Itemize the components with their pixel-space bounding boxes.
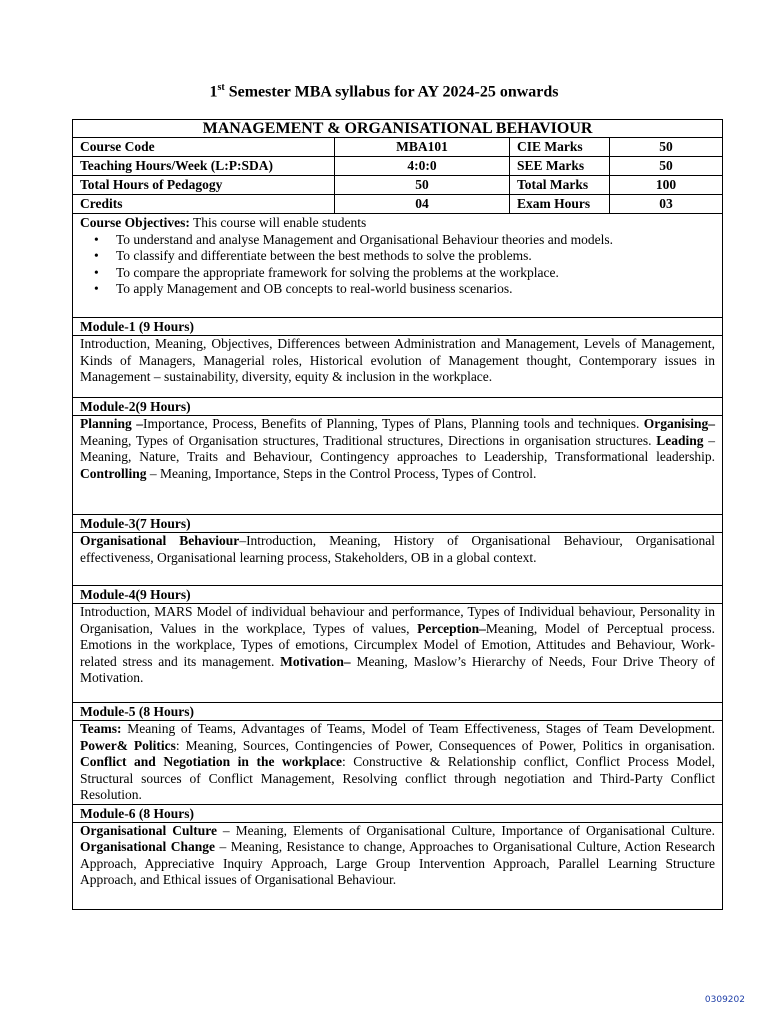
objective-item: • To classify and differentiate between the best methods to solve the problems. bbox=[90, 248, 715, 265]
perception-term: Perception– bbox=[417, 620, 486, 636]
module-1-header-row bbox=[73, 318, 723, 336]
course-code-value: MBA101 bbox=[335, 138, 510, 157]
motivation-term: Motivation– bbox=[280, 653, 351, 669]
syllabus-table bbox=[72, 119, 723, 910]
module-1-content bbox=[73, 336, 723, 398]
teams-text: Meaning of Teams, Advantages of Teams, Model of Team Effectiveness, Stages of Team Development. bbox=[121, 721, 716, 736]
heading-number: 1 bbox=[209, 83, 218, 101]
page-code: 0309202 bbox=[704, 995, 745, 1005]
module-6-title: Module-6 (8 Hours) bbox=[73, 804, 723, 822]
objectives-list bbox=[80, 232, 715, 298]
module-2-content bbox=[73, 416, 723, 515]
module-1-title: Module-1 (9 Hours) bbox=[73, 318, 723, 336]
power-politics-text: : Meaning, Sources, Contingencies of Power, Consequences of Power, Politics in organisation. bbox=[175, 737, 716, 753]
exam-hours-value: 03 bbox=[610, 195, 723, 214]
module-2-title: Module-2(9 Hours) bbox=[73, 398, 723, 416]
module-3-title: Module-3(7 Hours) bbox=[73, 515, 723, 533]
heading-ordinal-suffix: st bbox=[217, 82, 225, 93]
objectives-intro-text: This course will enable students bbox=[189, 215, 367, 230]
leading-term: Leading bbox=[656, 432, 704, 448]
conflict-term: Conflict and Negotiation in the workplace bbox=[80, 754, 342, 769]
module-4-content bbox=[73, 604, 723, 703]
see-marks-label: SEE Marks bbox=[510, 157, 610, 176]
org-culture-term: Organisational Culture bbox=[80, 822, 217, 838]
objectives-intro bbox=[80, 215, 715, 232]
credits-label: Credits bbox=[73, 195, 335, 214]
module-4-body-row bbox=[73, 604, 723, 703]
org-culture-text: – Meaning, Elements of Organisational Culture, Importance of Organisational Culture. bbox=[216, 822, 716, 838]
module-1-text: Introduction, Meaning, Objectives, Differences between Administration and Management, Levels of Management, Kinds of Managers, Managerial roles, Historical evolution of Management thought, Contemporary issues in Management – sustainability, diversity, equity & inclusion in the workplace. bbox=[80, 336, 716, 384]
conflict-text: : Constructive & Relationship conflict, Conflict Process Model, Structural sources of Conflict Management, Resolving conflict through negotiation and Third-Party Conflict Resolution. bbox=[80, 754, 716, 802]
page-heading bbox=[0, 82, 768, 101]
motivation-text: Meaning, Maslow’s Hierarchy of Needs, Four Drive Theory of Motivation. bbox=[80, 653, 716, 685]
module-4-title: Module-4(9 Hours) bbox=[73, 586, 723, 604]
cie-marks-label: CIE Marks bbox=[510, 138, 610, 157]
module-6-body-row bbox=[73, 822, 723, 909]
total-marks-label: Total Marks bbox=[510, 176, 610, 195]
org-change-text: – Meaning, Resistance to change, Approaches to Organisational Culture, Action Research Approach, Appreciative Inquiry Approach, Large Group Intervention Approach, Parallel Learning Structure Approach, and Ethical issues of Organisational Behaviour. bbox=[80, 839, 716, 887]
module-3-header-row bbox=[73, 515, 723, 533]
total-marks-value: 100 bbox=[610, 176, 723, 195]
course-info-row bbox=[73, 157, 723, 176]
teaching-hours-value: 4:0:0 bbox=[335, 157, 510, 176]
cie-marks-value: 50 bbox=[610, 138, 723, 157]
module-1-body-row bbox=[73, 336, 723, 398]
organising-term: Organising– bbox=[643, 416, 716, 431]
module-6-header-row bbox=[73, 804, 723, 822]
course-title: MANAGEMENT & ORGANISATIONAL BEHAVIOUR bbox=[73, 120, 723, 138]
org-change-term: Organisational Change bbox=[80, 839, 215, 854]
controlling-text: – Meaning, Importance, Steps in the Control Process, Types of Control. bbox=[146, 465, 537, 481]
course-info-row bbox=[73, 176, 723, 195]
perception-text: Meaning, Model of Perceptual process. Emotions in the workplace, Types of emotions, Circumplex Model of Emotion, Attitudes and Behaviour, Work-related stress and its management. bbox=[80, 620, 716, 669]
objective-item: • To compare the appropriate framework for solving the problems at the workplace. bbox=[90, 265, 715, 282]
leading-text: – Meaning, Nature, Traits and Behaviour, Contingency approaches to Leadership, Transformational leadership. bbox=[80, 432, 716, 464]
module-3-body-row bbox=[73, 533, 723, 586]
planning-text: Importance, Process, Benefits of Planning, Types of Plans, Planning tools and techniques. bbox=[142, 416, 644, 431]
module-2-header-row bbox=[73, 398, 723, 416]
module-5-content bbox=[73, 721, 723, 805]
see-marks-value: 50 bbox=[610, 157, 723, 176]
objective-item: • To apply Management and OB concepts to real-world business scenarios. bbox=[90, 281, 715, 298]
course-info-row bbox=[73, 195, 723, 214]
planning-term: Planning – bbox=[80, 416, 143, 431]
heading-text: Semester MBA syllabus for AY 2024-25 onwards bbox=[224, 83, 559, 101]
teaching-hours-label: Teaching Hours/Week (L:P:SDA) bbox=[73, 157, 335, 176]
module-2-body-row bbox=[73, 416, 723, 515]
teams-term: Teams: bbox=[80, 721, 122, 736]
module-4-header-row bbox=[73, 586, 723, 604]
pedagogy-hours-label: Total Hours of Pedagogy bbox=[73, 176, 335, 195]
power-politics-term: Power& Politics bbox=[80, 737, 176, 753]
ob-text: –Introduction, Meaning, History of Organisational Behaviour, Organisational effectiveness, Organisational learning process, Stakeholders, OB in a global context. bbox=[80, 533, 716, 565]
pedagogy-hours-value: 50 bbox=[335, 176, 510, 195]
objective-item: • To understand and analyse Management and Organisational Behaviour theories and models. bbox=[90, 232, 715, 249]
module-4-intro-text: Introduction, MARS Model of individual behaviour and performance, Types of Individual behaviour, Personality in Organisation, Values in the workplace, Types of values, bbox=[80, 604, 716, 636]
course-title-row bbox=[73, 120, 723, 138]
module-5-body-row bbox=[73, 721, 723, 805]
module-5-title: Module-5 (8 Hours) bbox=[73, 703, 723, 721]
objectives-row bbox=[73, 214, 723, 318]
module-5-header-row bbox=[73, 703, 723, 721]
organising-text: Meaning, Types of Organisation structures, Traditional structures, Directions in organisation structures. bbox=[80, 432, 657, 448]
objectives-label: Course Objectives: bbox=[80, 215, 190, 230]
objectives-cell bbox=[73, 214, 723, 318]
module-3-content bbox=[73, 533, 723, 586]
course-code-label: Course Code bbox=[73, 138, 335, 157]
credits-value: 04 bbox=[335, 195, 510, 214]
controlling-term: Controlling bbox=[80, 465, 147, 481]
ob-term: Organisational Behaviour bbox=[80, 533, 240, 548]
module-6-content bbox=[73, 822, 723, 909]
course-info-row bbox=[73, 138, 723, 157]
exam-hours-label: Exam Hours bbox=[510, 195, 610, 214]
